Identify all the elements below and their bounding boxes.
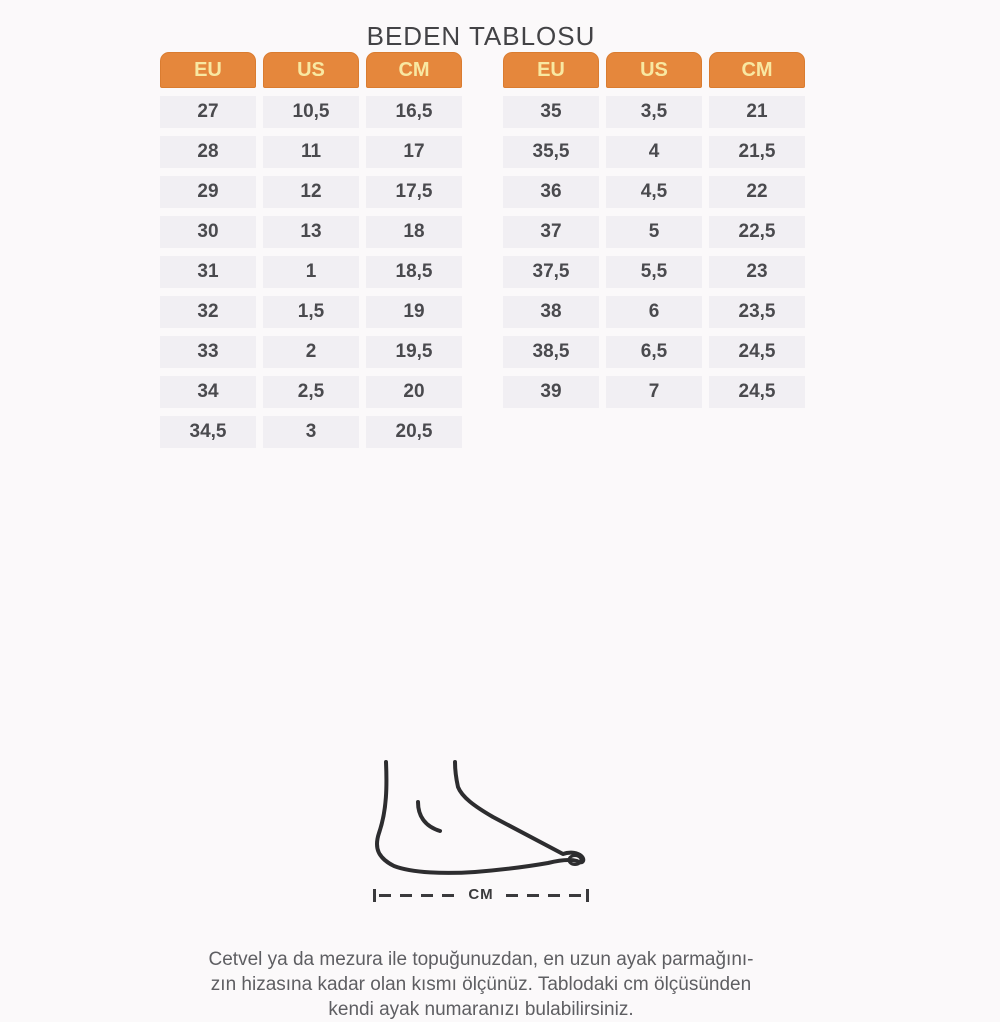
size-cell-cm: 17 [366, 136, 462, 168]
measure-tick-right [586, 889, 589, 902]
column-header-us: US [606, 52, 702, 88]
foot-outline-icon [360, 745, 610, 885]
size-cell-cm: 24,5 [709, 376, 805, 408]
size-cell-cm: 24,5 [709, 336, 805, 368]
column-header-eu: EU [503, 52, 599, 88]
column-header-us: US [263, 52, 359, 88]
size-cell-us: 5,5 [606, 256, 702, 288]
size-cell-cm: 20 [366, 376, 462, 408]
column-header-cm: CM [366, 52, 462, 88]
instruction-line: kendi ayak numaranızı bulabilirsiniz. [328, 999, 634, 1020]
size-table-children [160, 52, 462, 448]
measure-tick-left [373, 889, 376, 902]
size-cell-us: 6,5 [606, 336, 702, 368]
size-cell-us: 4 [606, 136, 702, 168]
size-cell-eu: 38 [503, 296, 599, 328]
size-cell-cm: 21 [709, 96, 805, 128]
size-cell-eu: 35 [503, 96, 599, 128]
size-cell-eu: 34 [160, 376, 256, 408]
size-cell-cm: 18 [366, 216, 462, 248]
instruction-line: zın hizasına kadar olan kısmı ölçünüz. Tablodaki cm ölçüsünden [210, 974, 752, 995]
size-table-adults [503, 52, 805, 408]
size-cell-eu: 33 [160, 336, 256, 368]
column-header-eu: EU [160, 52, 256, 88]
size-cell-cm: 21,5 [709, 136, 805, 168]
size-cell-us: 3,5 [606, 96, 702, 128]
size-cell-us: 11 [263, 136, 359, 168]
size-cell-us: 3 [263, 416, 359, 448]
size-cell-eu: 36 [503, 176, 599, 208]
size-cell-us: 4,5 [606, 176, 702, 208]
cm-label: CM [468, 886, 494, 903]
size-cell-eu: 37,5 [503, 256, 599, 288]
size-cell-cm: 19 [366, 296, 462, 328]
size-cell-eu: 34,5 [160, 416, 256, 448]
size-cell-cm: 22,5 [709, 216, 805, 248]
size-cell-us: 2,5 [263, 376, 359, 408]
size-cell-eu: 28 [160, 136, 256, 168]
size-cell-us: 5 [606, 216, 702, 248]
size-cell-eu: 37 [503, 216, 599, 248]
size-cell-eu: 38,5 [503, 336, 599, 368]
size-cell-cm: 20,5 [366, 416, 462, 448]
size-cell-us: 10,5 [263, 96, 359, 128]
size-cell-cm: 23 [709, 256, 805, 288]
dashed-line-left [379, 894, 456, 897]
size-cell-cm: 22 [709, 176, 805, 208]
size-cell-cm: 23,5 [709, 296, 805, 328]
size-cell-cm: 16,5 [366, 96, 462, 128]
size-cell-eu: 31 [160, 256, 256, 288]
size-cell-us: 6 [606, 296, 702, 328]
size-cell-eu: 39 [503, 376, 599, 408]
size-cell-us: 13 [263, 216, 359, 248]
size-cell-us: 2 [263, 336, 359, 368]
size-cell-eu: 29 [160, 176, 256, 208]
size-cell-us: 12 [263, 176, 359, 208]
size-cell-eu: 35,5 [503, 136, 599, 168]
size-cell-us: 1,5 [263, 296, 359, 328]
size-cell-cm: 19,5 [366, 336, 462, 368]
size-cell-us: 1 [263, 256, 359, 288]
size-cell-eu: 30 [160, 216, 256, 248]
page-title: BEDEN TABLOSU [366, 21, 596, 52]
dashed-line-right [506, 894, 583, 897]
size-cell-cm: 18,5 [366, 256, 462, 288]
size-cell-us: 7 [606, 376, 702, 408]
size-cell-eu: 32 [160, 296, 256, 328]
size-cell-eu: 27 [160, 96, 256, 128]
measurement-line [373, 888, 589, 902]
instruction-text [0, 947, 962, 1022]
size-cell-cm: 17,5 [366, 176, 462, 208]
instruction-line: Cetvel ya da mezura ile topuğunuzdan, en uzun ayak parmağını- [208, 949, 754, 970]
column-header-cm: CM [709, 52, 805, 88]
